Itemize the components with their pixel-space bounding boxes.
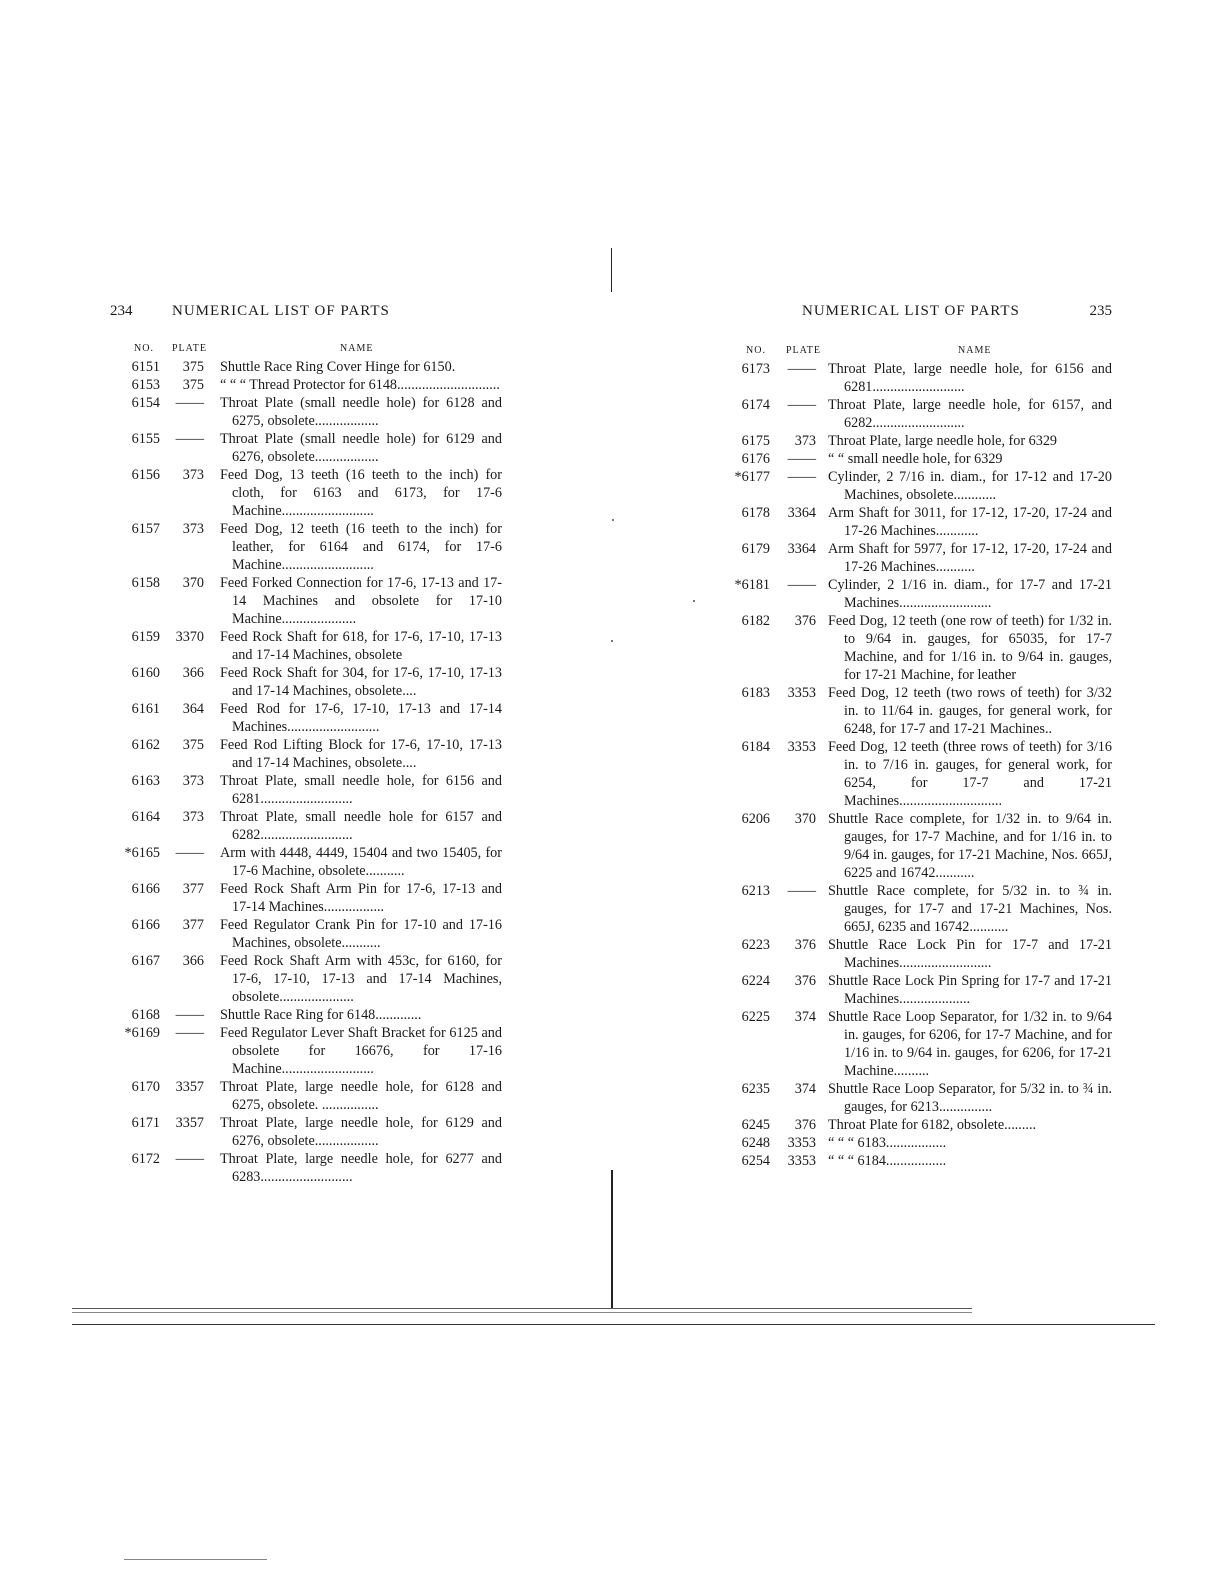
plate-number: 3353 xyxy=(787,739,816,755)
part-number: 6176 xyxy=(741,451,770,467)
part-name: Feed Dog, 12 teeth (three rows of teeth) for 3/16 in. to 7/16 in. gauges, for general work, for 6254, for 17-7 and 17-21 Machines............................. xyxy=(828,739,1112,809)
column-header-no: NO. xyxy=(746,345,766,356)
plate-number: 376 xyxy=(794,613,816,629)
part-name: Feed Dog, 13 teeth (16 teeth to the inch) for cloth, for 6163 and 6173, for 17-6 Machine.......................... xyxy=(220,467,502,519)
part-entry xyxy=(110,430,502,466)
part-name: “ “ small needle hole, for 6329 xyxy=(828,451,1003,467)
plate-number: 3364 xyxy=(787,541,816,557)
part-number: 6166 xyxy=(131,881,160,897)
part-name: “ “ “ 6183................. xyxy=(828,1135,947,1151)
scan-speck xyxy=(612,519,614,521)
part-name: Feed Rock Shaft for 618, for 17-6, 17-10, 17-13 and 17-14 Machines, obsolete xyxy=(220,629,502,663)
part-entry xyxy=(728,504,1112,540)
part-name: Feed Dog, 12 teeth (16 teeth to the inch) for leather, for 6164 and 6174, for 17-6 Machine.......................... xyxy=(220,521,502,573)
plate-number: —— xyxy=(175,1025,204,1041)
part-number: 6225 xyxy=(741,1009,770,1025)
scan-rule xyxy=(72,1312,972,1313)
part-entry xyxy=(110,466,502,520)
part-name: Throat Plate (small needle hole) for 6129 and 6276, obsolete.................. xyxy=(220,431,502,465)
part-number: 6235 xyxy=(741,1081,770,1097)
plate-number: —— xyxy=(175,1151,204,1167)
column-header-name: NAME xyxy=(340,343,374,354)
part-entry xyxy=(728,738,1112,810)
page-header xyxy=(110,303,502,325)
part-number: 6179 xyxy=(741,541,770,557)
plate-number: —— xyxy=(787,469,816,485)
part-name: Feed Rock Shaft Arm Pin for 17-6, 17-13 and 17-14 Machines................. xyxy=(220,881,502,915)
part-name: Feed Dog, 12 teeth (one row of teeth) for 1/32 in. to 9/64 in. gauges, for 65035, for 17-7 Machine, and for 1/16 in. to 9/64 in. gauges, for 17-21 Machine, for leather xyxy=(828,613,1112,683)
part-entry xyxy=(110,664,502,700)
part-entry xyxy=(728,1152,1112,1170)
part-number: 6166 xyxy=(131,917,160,933)
plate-number: 370 xyxy=(182,575,204,591)
part-name: Shuttle Race Ring Cover Hinge for 6150. xyxy=(220,359,456,375)
plate-number: 370 xyxy=(794,811,816,827)
plate-number: 366 xyxy=(182,953,204,969)
part-name: Feed Rock Shaft for 304, for 17-6, 17-10, 17-13 and 17-14 Machines, obsolete.... xyxy=(220,665,502,699)
column-headers xyxy=(728,345,1112,359)
part-number: 6162 xyxy=(131,737,160,753)
part-entry xyxy=(728,360,1112,396)
part-entry xyxy=(728,1008,1112,1080)
part-number: 6151 xyxy=(131,359,160,375)
scan-rule xyxy=(72,1308,972,1309)
plate-number: 374 xyxy=(794,1081,816,1097)
parts-list xyxy=(110,358,502,1186)
plate-number: 3370 xyxy=(175,629,204,645)
plate-number: 376 xyxy=(794,937,816,953)
part-name: Throat Plate, large needle hole, for 6129 and 6276, obsolete.................. xyxy=(220,1115,502,1149)
part-number: 6254 xyxy=(741,1153,770,1169)
part-number: 6163 xyxy=(131,773,160,789)
part-number: 6173 xyxy=(741,361,770,377)
plate-number: 373 xyxy=(794,433,816,449)
running-title: NUMERICAL LIST OF PARTS xyxy=(802,303,1020,319)
part-entry xyxy=(110,574,502,628)
part-number: 6213 xyxy=(741,883,770,899)
plate-number: 3357 xyxy=(175,1115,204,1131)
plate-number: —— xyxy=(787,397,816,413)
plate-number: 373 xyxy=(182,773,204,789)
part-number: 6164 xyxy=(131,809,160,825)
plate-number: —— xyxy=(175,395,204,411)
part-entry xyxy=(728,1080,1112,1116)
plate-number: 3353 xyxy=(787,1135,816,1151)
part-entry xyxy=(110,880,502,916)
part-entry xyxy=(110,394,502,430)
part-entry xyxy=(110,628,502,664)
part-name: Shuttle Race complete, for 5/32 in. to ¾ in. gauges, for 17-7 and 17-21 Machines, Nos. 665J, 6235 and 16742........... xyxy=(828,883,1112,935)
part-number: 6183 xyxy=(741,685,770,701)
part-number: 6167 xyxy=(131,953,160,969)
column-header-plate: PLATE xyxy=(786,345,821,356)
plate-number: —— xyxy=(787,883,816,899)
part-number: 6158 xyxy=(131,575,160,591)
plate-number: 375 xyxy=(182,737,204,753)
part-name: Shuttle Race Loop Separator, for 5/32 in. to ¾ in. gauges, for 6213............... xyxy=(828,1081,1112,1115)
running-title: NUMERICAL LIST OF PARTS xyxy=(172,303,390,319)
part-number: *6169 xyxy=(124,1025,160,1041)
column-header-no: NO. xyxy=(134,343,154,354)
part-entry xyxy=(728,612,1112,684)
plate-number: —— xyxy=(175,431,204,447)
page-number: 235 xyxy=(1089,303,1112,319)
part-name: “ “ “ Thread Protector for 6148............................. xyxy=(220,377,500,393)
part-number: 6182 xyxy=(741,613,770,629)
part-entry xyxy=(110,1078,502,1114)
part-number: 6184 xyxy=(741,739,770,755)
part-name: Throat Plate, large needle hole, for 6128 and 6275, obsolete. ................ xyxy=(220,1079,502,1113)
plate-number: —— xyxy=(175,1007,204,1023)
plate-number: —— xyxy=(787,361,816,377)
part-name: Shuttle Race Ring for 6148............. xyxy=(220,1007,422,1023)
part-name: “ “ “ 6184................. xyxy=(828,1153,947,1169)
part-entry xyxy=(110,808,502,844)
plate-number: 374 xyxy=(794,1009,816,1025)
plate-number: 376 xyxy=(794,1117,816,1133)
plate-number: 3353 xyxy=(787,685,816,701)
part-name: Cylinder, 2 1/16 in. diam., for 17-7 and 17-21 Machines.......................... xyxy=(828,577,1112,611)
column-header-plate: PLATE xyxy=(172,343,207,354)
part-entry xyxy=(110,916,502,952)
plate-number: 377 xyxy=(182,881,204,897)
part-name: Throat Plate (small needle hole) for 6128 and 6275, obsolete.................. xyxy=(220,395,502,429)
scan-speck xyxy=(611,640,613,642)
part-entry xyxy=(728,450,1112,468)
part-entry xyxy=(110,952,502,1006)
part-number: *6181 xyxy=(734,577,770,593)
plate-number: —— xyxy=(175,845,204,861)
part-name: Shuttle Race Loop Separator, for 1/32 in. to 9/64 in. gauges, for 6206, for 17-7 Machine, and for 1/16 in. to 9/64 in. gauges, for 6206, for 17-21 Machine.......... xyxy=(828,1009,1112,1079)
part-name: Throat Plate, small needle hole, for 6156 and 6281.......................... xyxy=(220,773,502,807)
part-entry xyxy=(728,882,1112,936)
part-name: Throat Plate, large needle hole, for 6329 xyxy=(828,433,1058,449)
part-entry xyxy=(728,576,1112,612)
part-name: Feed Rock Shaft Arm with 453c, for 6160, for 17-6, 17-10, 17-13 and 17-14 Machines, obsolete..................... xyxy=(220,953,502,1005)
part-number: 6155 xyxy=(131,431,160,447)
part-entry xyxy=(110,736,502,772)
gutter-line xyxy=(611,248,612,292)
part-name: Feed Rod Lifting Block for 17-6, 17-10, 17-13 and 17-14 Machines, obsolete.... xyxy=(220,737,502,771)
part-entry xyxy=(110,376,502,394)
part-name: Shuttle Race Lock Pin for 17-7 and 17-21 Machines.......................... xyxy=(828,937,1112,971)
part-entry xyxy=(728,684,1112,738)
column-headers xyxy=(110,343,502,357)
plate-number: 373 xyxy=(182,809,204,825)
part-name: Feed Regulator Crank Pin for 17-10 and 17-16 Machines, obsolete........... xyxy=(220,917,502,951)
part-number: *6165 xyxy=(124,845,160,861)
part-entry xyxy=(728,1116,1112,1134)
gutter-line xyxy=(611,1170,613,1308)
part-entry xyxy=(110,1150,502,1186)
part-name: Feed Dog, 12 teeth (two rows of teeth) for 3/32 in. to 11/64 in. gauges, for general work, for 6248, for 17-7 and 17-21 Machines.. xyxy=(828,685,1112,737)
part-name: Throat Plate, large needle hole, for 6157, and 6282.......................... xyxy=(828,397,1112,431)
plate-number: 376 xyxy=(794,973,816,989)
page-header xyxy=(728,303,1112,325)
part-number: *6177 xyxy=(734,469,770,485)
part-entry xyxy=(110,844,502,880)
part-name: Throat Plate for 6182, obsolete......... xyxy=(828,1117,1037,1133)
part-number: 6175 xyxy=(741,433,770,449)
part-entry xyxy=(110,1114,502,1150)
part-entry xyxy=(110,700,502,736)
part-name: Throat Plate, small needle hole for 6157 and 6282.......................... xyxy=(220,809,502,843)
part-name: Feed Rod for 17-6, 17-10, 17-13 and 17-14 Machines.......................... xyxy=(220,701,502,735)
part-entry xyxy=(728,432,1112,450)
part-entry xyxy=(110,1024,502,1078)
part-entry xyxy=(728,468,1112,504)
page-number: 234 xyxy=(110,303,133,319)
part-name: Feed Regulator Lever Shaft Bracket for 6125 and obsolete for 16676, for 17-16 Machine.......................... xyxy=(220,1025,502,1077)
part-number: 6171 xyxy=(131,1115,160,1131)
scan-speck xyxy=(693,600,695,602)
part-entry xyxy=(728,810,1112,882)
plate-number: 373 xyxy=(182,467,204,483)
part-number: 6160 xyxy=(131,665,160,681)
part-entry xyxy=(728,936,1112,972)
part-entry xyxy=(728,972,1112,1008)
plate-number: 373 xyxy=(182,521,204,537)
part-entry xyxy=(728,540,1112,576)
part-number: 6156 xyxy=(131,467,160,483)
part-number: 6223 xyxy=(741,937,770,953)
part-number: 6161 xyxy=(131,701,160,717)
part-name: Arm Shaft for 3011, for 17-12, 17-20, 17-24 and 17-26 Machines............ xyxy=(828,505,1112,539)
part-number: 6206 xyxy=(741,811,770,827)
plate-number: 3353 xyxy=(787,1153,816,1169)
scan-underline xyxy=(124,1559,267,1560)
part-entry xyxy=(110,520,502,574)
plate-number: 3357 xyxy=(175,1079,204,1095)
part-entry xyxy=(728,396,1112,432)
part-number: 6245 xyxy=(741,1117,770,1133)
parts-list xyxy=(728,360,1112,1170)
plate-number: 3364 xyxy=(787,505,816,521)
part-name: Shuttle Race complete, for 1/32 in. to 9/64 in. gauges, for 17-7 Machine, and for 1/16 in. to 9/64 in. gauges, for 17-21 Machine, Nos. 665J, 6225 and 16742........... xyxy=(828,811,1112,881)
part-entry xyxy=(110,1006,502,1024)
part-name: Arm with 4448, 4449, 15404 and two 15405, for 17-6 Machine, obsolete........... xyxy=(220,845,502,879)
part-number: 6172 xyxy=(131,1151,160,1167)
part-entry xyxy=(728,1134,1112,1152)
part-number: 6153 xyxy=(131,377,160,393)
plate-number: 375 xyxy=(182,377,204,393)
part-number: 6224 xyxy=(741,973,770,989)
part-name: Shuttle Race Lock Pin Spring for 17-7 and 17-21 Machines.................... xyxy=(828,973,1112,1007)
part-name: Throat Plate, large needle hole, for 6156 and 6281.......................... xyxy=(828,361,1112,395)
plate-number: 366 xyxy=(182,665,204,681)
plate-number: 375 xyxy=(182,359,204,375)
part-number: 6157 xyxy=(131,521,160,537)
part-number: 6248 xyxy=(741,1135,770,1151)
plate-number: 364 xyxy=(182,701,204,717)
part-entry xyxy=(110,772,502,808)
part-number: 6170 xyxy=(131,1079,160,1095)
part-number: 6159 xyxy=(131,629,160,645)
part-name: Throat Plate, large needle hole, for 6277 and 6283.......................... xyxy=(220,1151,502,1185)
part-number: 6168 xyxy=(131,1007,160,1023)
part-number: 6154 xyxy=(131,395,160,411)
part-name: Cylinder, 2 7/16 in. diam., for 17-12 and 17-20 Machines, obsolete............ xyxy=(828,469,1112,503)
scan-rule xyxy=(72,1324,1155,1325)
plate-number: —— xyxy=(787,577,816,593)
part-entry xyxy=(110,358,502,376)
part-name: Feed Forked Connection for 17-6, 17-13 and 17-14 Machines and obsolete for 17-10 Machine..................... xyxy=(220,575,502,627)
plate-number: 377 xyxy=(182,917,204,933)
part-name: Arm Shaft for 5977, for 17-12, 17-20, 17-24 and 17-26 Machines........... xyxy=(828,541,1112,575)
plate-number: —— xyxy=(787,451,816,467)
part-number: 6174 xyxy=(741,397,770,413)
column-header-name: NAME xyxy=(958,345,992,356)
part-number: 6178 xyxy=(741,505,770,521)
